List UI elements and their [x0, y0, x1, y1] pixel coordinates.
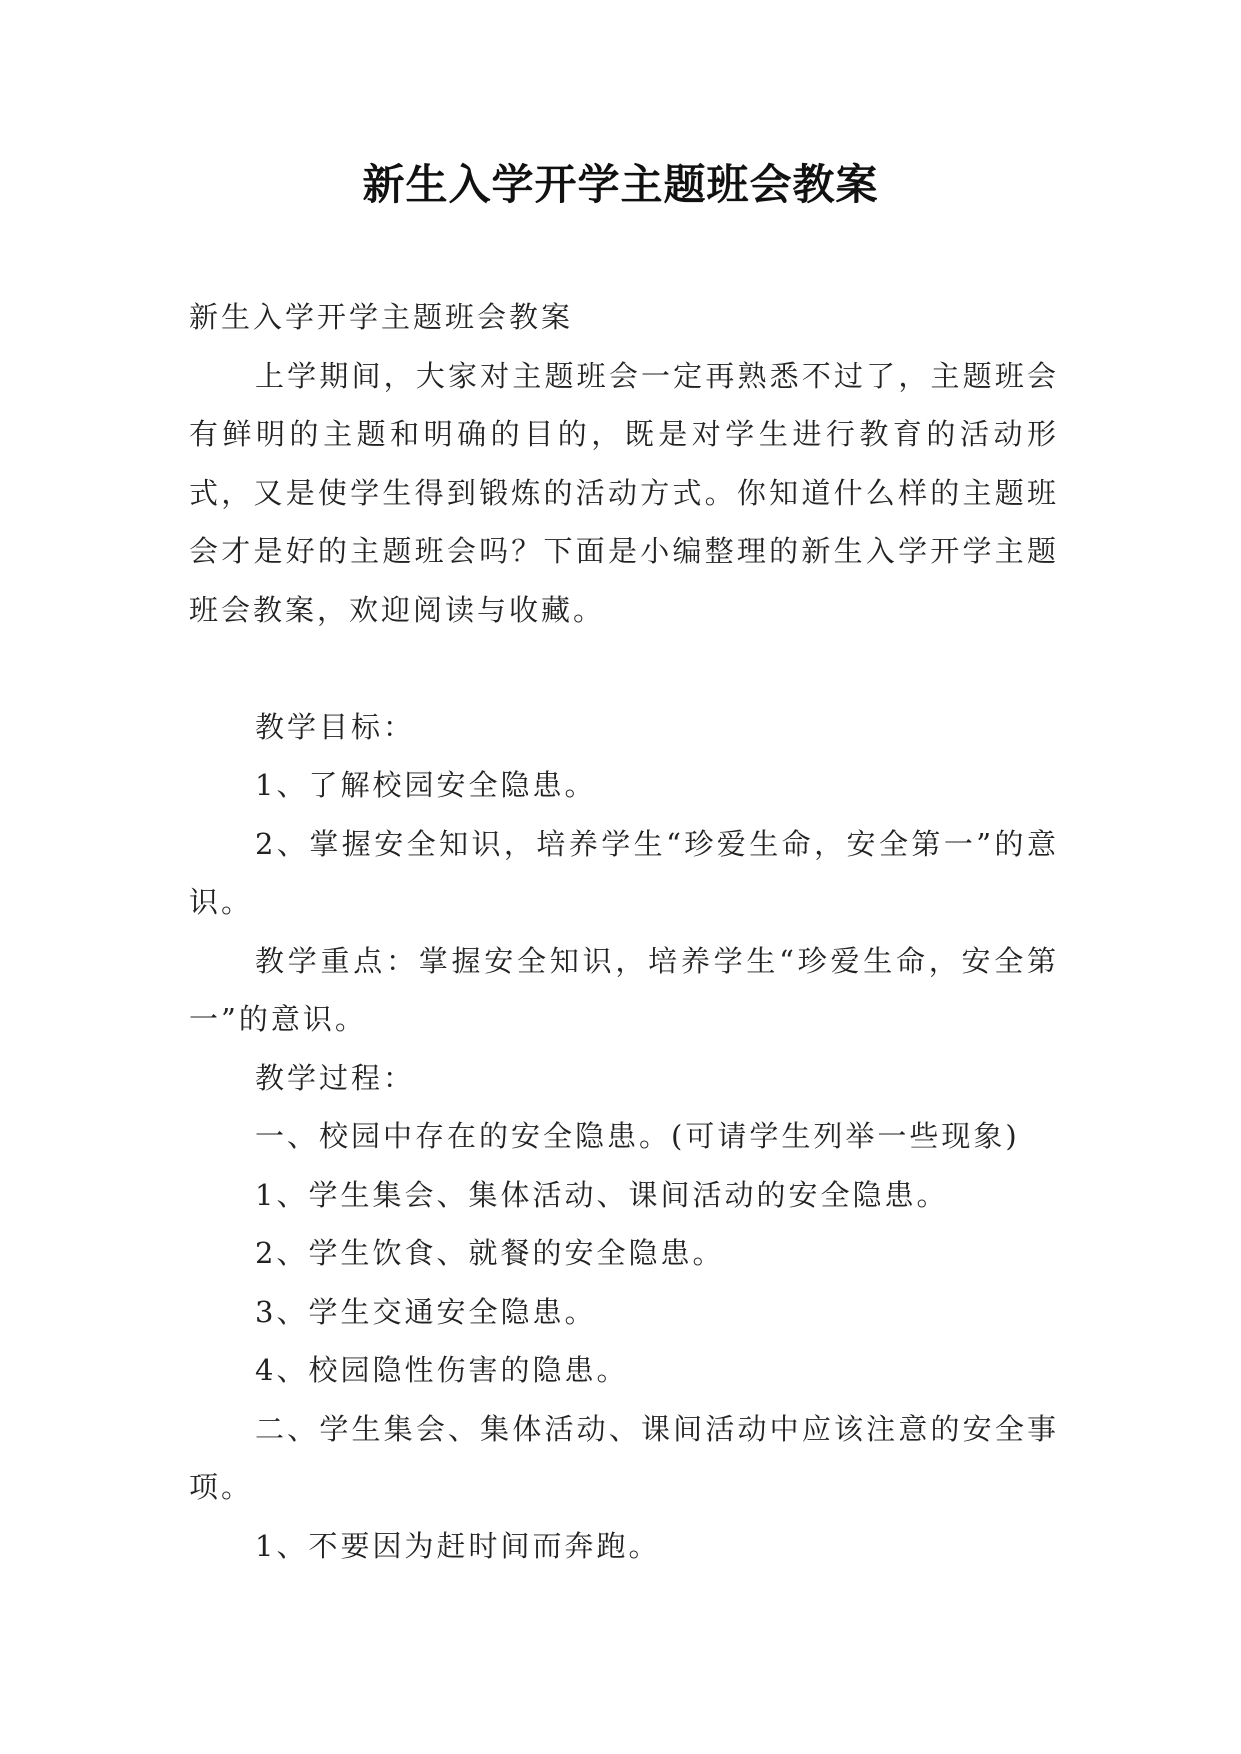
intro-paragraph: 上学期间，大家对主题班会一定再熟悉不过了，主题班会有鲜明的主题和明确的目的，既是对学生进行教育的活动形式，又是使学生得到锻炼的活动方式。你知道什么样的主题班会才是好的主题班会吗？下面是小编整理的新生入学开学主题班会教案，欢迎阅读与收藏。 — [189, 358, 1059, 627]
hazard-item-1: 1、学生集会、集体活动、课间活动的安全隐患。 — [255, 1177, 949, 1212]
safety-item-1: 1、不要因为赶时间而奔跑。 — [255, 1528, 661, 1563]
paragraph-spacer — [189, 639, 1059, 698]
hazard-item-2: 2、学生饮食、就餐的安全隐患。 — [255, 1236, 725, 1270]
goal-item-1: 1、了解校园安全隐患。 — [255, 768, 597, 802]
teaching-goals-heading: 教学目标： — [255, 709, 416, 744]
document-subtitle: 新生入学开学主题班会教案 — [189, 300, 574, 334]
teaching-focus: 教学重点：掌握安全知识，培养学生“珍爱生命，安全第一”的意识。 — [189, 943, 1059, 1036]
teaching-process-heading: 教学过程： — [255, 1060, 416, 1095]
section-one-heading: 一、校园中存在的安全隐患。(可请学生列举一些现象) — [255, 1119, 1020, 1153]
document-body — [189, 288, 1059, 1575]
hazard-item-3: 3、学生交通安全隐患。 — [255, 1294, 597, 1329]
hazard-item-4: 4、校园隐性伤害的隐患。 — [255, 1353, 629, 1387]
section-two-heading: 二、学生集会、集体活动、课间活动中应该注意的安全事项。 — [189, 1411, 1059, 1504]
goal-item-2: 2、掌握安全知识，培养学生“珍爱生命，安全第一”的意识。 — [189, 826, 1059, 919]
document-title: 新生入学开学主题班会教案 — [362, 160, 879, 209]
